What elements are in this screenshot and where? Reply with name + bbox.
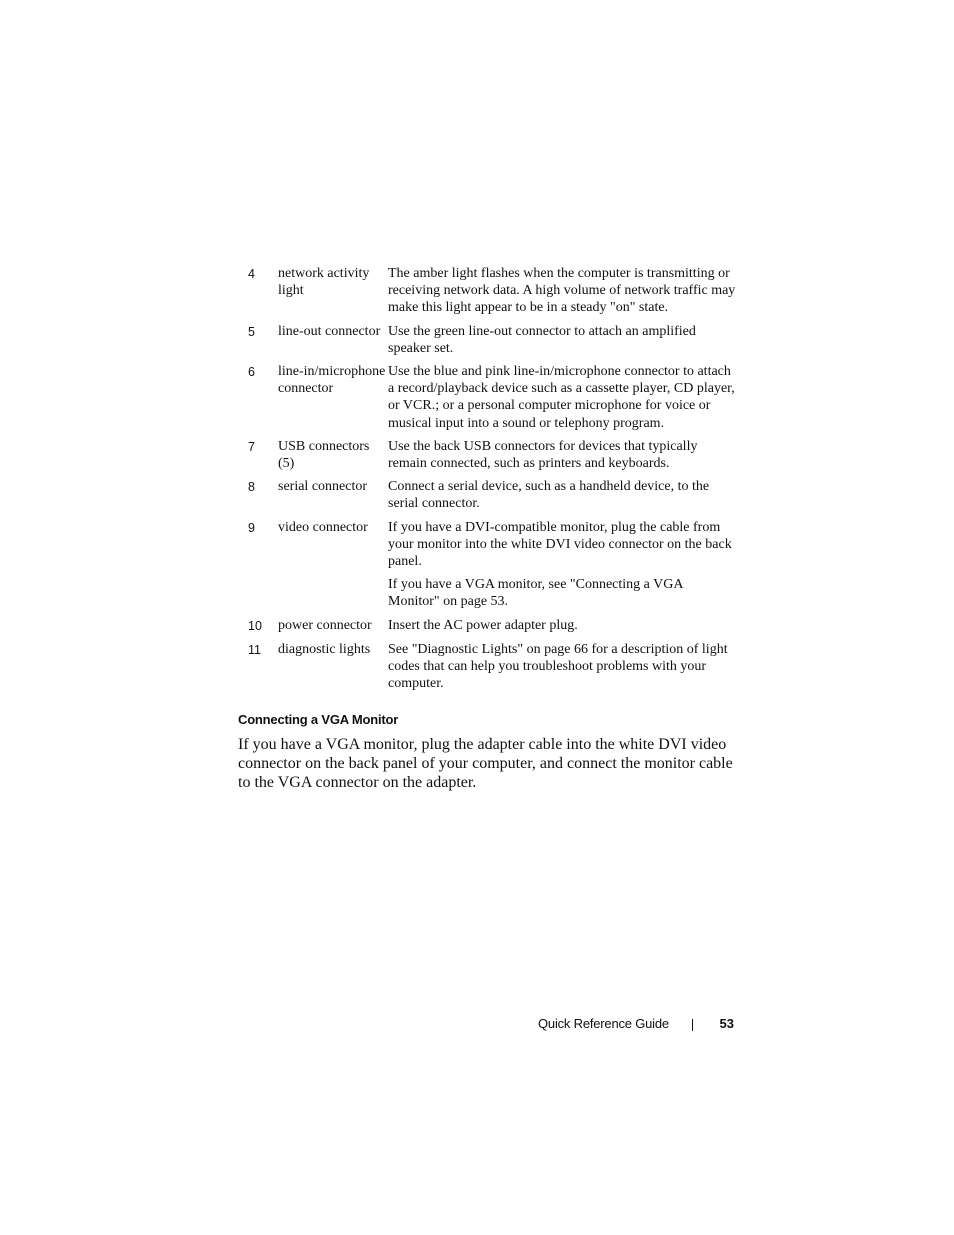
legend-row xyxy=(238,363,736,438)
legend-row xyxy=(238,519,736,617)
legend-number: 7 xyxy=(248,439,255,454)
section-body: If you have a VGA monitor, plug the adapter cable into the white DVI video connector on the back panel of your computer, and connect the monitor cable to the VGA connector on the adapter. xyxy=(238,736,733,791)
legend-number: 4 xyxy=(248,267,255,281)
section-heading: Connecting a VGA Monitor xyxy=(238,712,399,727)
legend-number: 9 xyxy=(248,520,255,535)
legend-name: diagnostic lights xyxy=(278,641,371,657)
legend-name: serial connector xyxy=(278,479,368,495)
legend-row xyxy=(238,265,736,323)
legend-name: USB connectors (5) xyxy=(278,438,370,472)
legend-number: 5 xyxy=(248,324,255,339)
page-footer xyxy=(538,1015,736,1035)
legend-row xyxy=(238,478,736,518)
legend-description: Use the back USB connectors for devices that typically remain connected, such as printers and keyboards. xyxy=(388,438,698,472)
legend-description: Use the green line-out connector to attach an amplified speaker set. xyxy=(388,323,696,356)
legend-number: 11 xyxy=(248,642,261,657)
legend-description: The amber light flashes when the computer is transmitting or receiving network data. A high volume of network traffic may make this light appear to be in a steady "on" state. xyxy=(388,266,736,316)
legend-name: video connector xyxy=(278,519,368,535)
legend-description: If you have a DVI-compatible monitor, plug the cable from your monitor into the white DVI video connector on the back panel. If you have a VGA monitor, see "Connecting a VGA Monitor" on page 53. xyxy=(388,519,732,610)
legend-row xyxy=(238,438,736,478)
footer-divider xyxy=(692,1019,693,1031)
legend-row xyxy=(238,641,736,693)
legend-description: Connect a serial device, such as a handheld device, to the serial connector. xyxy=(388,479,710,512)
footer-title: Quick Reference Guide xyxy=(538,1016,669,1031)
legend-name: line-in/microphone connector xyxy=(278,364,386,397)
legend-number: 6 xyxy=(248,365,255,380)
legend-name: line-out connector xyxy=(278,323,381,339)
legend-row xyxy=(238,323,736,363)
page-number: 53 xyxy=(719,1016,734,1031)
legend-number: 8 xyxy=(248,480,255,495)
legend-row xyxy=(238,617,736,641)
legend-number: 10 xyxy=(248,618,262,633)
legend-description: Use the blue and pink line-in/microphone connector to attach a record/playback device such as a cassette player, CD player, or VCR.; or a personal computer microphone for voice or musical input into a sound or telephony program. xyxy=(388,364,735,431)
legend-name: network activity light xyxy=(278,266,370,299)
legend-description: Insert the AC power adapter plug. xyxy=(388,617,578,633)
connector-legend-table xyxy=(238,265,736,692)
legend-name: power connector xyxy=(278,617,372,633)
legend-description: See "Diagnostic Lights" on page 66 for a description of light codes that can help you troubleshoot problems with your computer. xyxy=(388,641,728,692)
